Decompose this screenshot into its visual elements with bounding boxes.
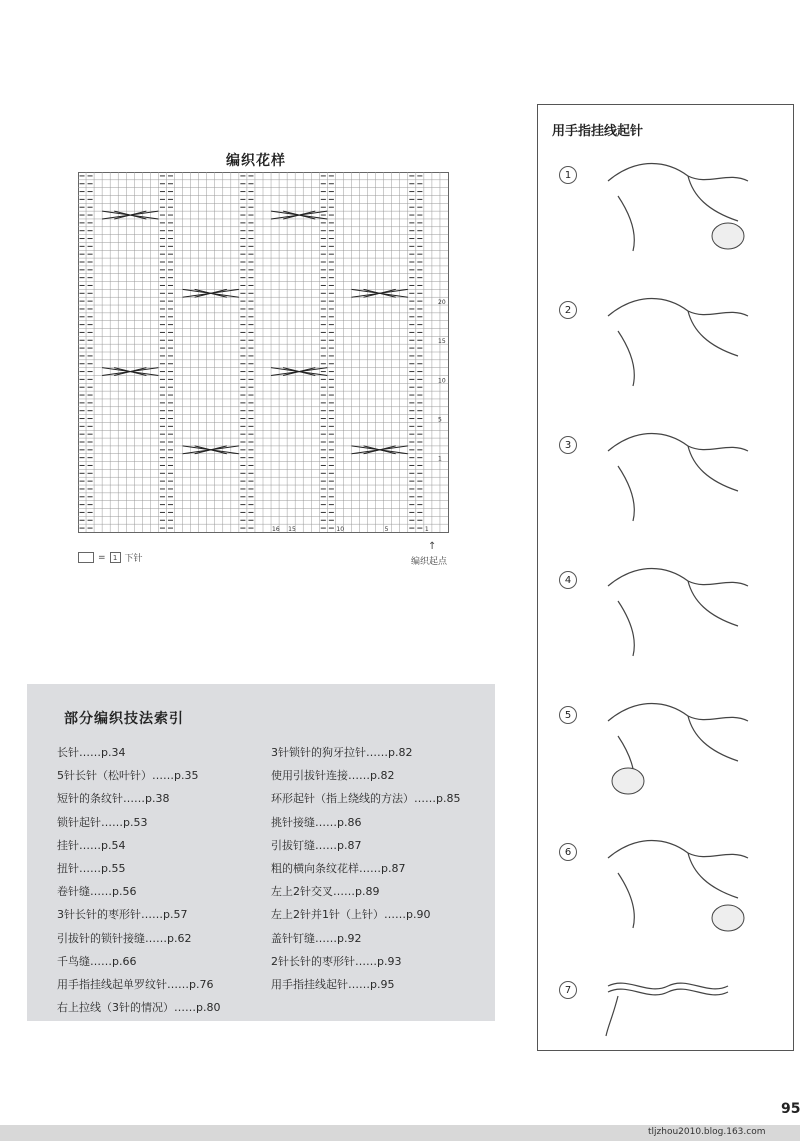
yarn-ball-icon [712,223,744,249]
index-entry: 长针……p.34 [57,746,126,759]
hand-illustration-3 [598,421,758,531]
index-entry: 盖针钉缝……p.92 [271,931,362,945]
index-entry: 3针锁针的狗牙拉针……p.82 [271,746,413,759]
row-label: 20 [438,299,446,307]
index-entry: 千鸟缝……p.66 [57,954,137,968]
yarn-line [606,983,728,1036]
col-label: 10 [336,526,345,533]
col-label: 16 [272,526,280,533]
chart-legend [78,551,143,564]
method-title: 用手指挂线起针 [552,124,644,139]
col-label: 1 [424,526,429,533]
index-entry: 5针长针（松叶针）……p.35 [57,769,199,783]
step-number: 4 [564,574,572,586]
yarn-line [608,434,748,522]
start-arrow-icon: ↑ [428,541,437,552]
legend-equals: = [98,552,106,563]
hand-illustration-7 [598,966,758,1076]
footer-url: tljzhou2010.blog.163.com [648,1127,766,1137]
step-number: 2 [564,304,572,316]
legend-text: 下针 [124,554,143,564]
index-entry: 右上拉线（3针的情况）……p.80 [57,1001,221,1015]
step-number-badge [559,981,577,999]
yarn-ball-icon [612,768,644,794]
index-entry: 2针长针的枣形针……p.93 [271,954,402,968]
index-entry: 3针长针的枣形针……p.57 [57,908,188,922]
start-label: 编织起点 [411,557,448,567]
knitting-chart [78,172,458,542]
step-number-badge [559,166,577,184]
chart-title: 编织花样 [226,153,286,169]
hand-illustration-1 [598,151,758,261]
col-label: 5 [384,526,389,533]
step-number: 3 [564,439,572,451]
col-label: 15 [288,526,296,533]
index-entry: 挂针……p.54 [57,838,126,852]
step-number-badge [559,301,577,319]
index-entry: 左上2针并1针（上针）……p.90 [271,908,431,922]
index-entry: 锁针起针……p.53 [57,815,148,829]
step-number-badge [559,571,577,589]
step-number: 6 [564,846,572,858]
index-entry: 引拔针的锁针接缝……p.62 [57,931,192,945]
yarn-line [608,299,748,387]
index-entry: 用手指挂线起单罗纹针……p.76 [57,978,214,991]
index-title: 部分编织技法索引 [64,711,184,727]
index-entry: 粗的横向条纹花样……p.87 [271,862,406,875]
step-number-badge [559,436,577,454]
index-entry: 用手指挂线起针……p.95 [271,978,395,991]
index-entry: 短针的条纹针……p.38 [57,792,170,806]
hand-illustration-2 [598,286,758,396]
hand-illustration-4 [598,556,758,666]
legend-symbol-cell [110,552,121,563]
index-entry: 引拔钉缝……p.87 [271,838,362,852]
legend-empty-cell [78,552,94,563]
step-number: 7 [564,984,572,996]
step-number: 1 [564,169,572,181]
yarn-line [608,569,748,657]
step-number-badge [559,843,577,861]
hand-illustration-5 [598,691,758,801]
row-label: 15 [438,338,446,346]
step-number: 5 [564,709,572,721]
index-entry: 左上2针交叉……p.89 [271,885,380,899]
index-entry: 使用引拔针连接……p.82 [271,769,395,783]
yarn-ball-icon [712,905,744,931]
index-entry: 卷针缝……p.56 [57,885,137,899]
legend-symbol: 1 [112,553,118,562]
row-label: 10 [438,377,446,385]
index-entry: 环形起针（指上绕线的方法）……p.85 [271,792,461,806]
row-label: 1 [438,455,442,463]
hand-illustration-6 [598,828,758,938]
step-number-badge [559,706,577,724]
index-entry: 挑针接缝……p.86 [271,815,362,829]
chart-border [79,173,449,533]
row-label: 5 [438,416,442,424]
index-entry: 扭针……p.55 [57,862,126,875]
page-number: 95 [781,1101,800,1117]
